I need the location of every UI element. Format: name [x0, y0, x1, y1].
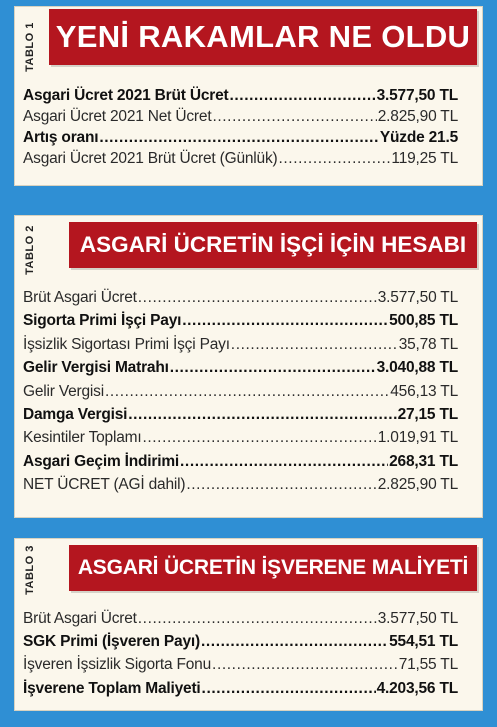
row-label: Asgari Geçim İndirimi	[23, 452, 180, 470]
dot-leader	[231, 333, 398, 356]
table-row	[23, 450, 458, 473]
dot-leader	[201, 630, 388, 653]
dot-leader	[186, 473, 376, 496]
row-value: Yüzde 21.5	[379, 129, 458, 146]
table-row	[23, 356, 458, 379]
table-row	[23, 106, 458, 127]
row-value: 27,15 TL	[397, 406, 458, 424]
row-label: Brüt Asgari Ücret	[23, 610, 137, 627]
row-label: Kesintiler Toplamı	[23, 429, 142, 447]
table-3-panel	[14, 538, 483, 711]
row-label: NET ÜCRET (AGİ dahil)	[23, 476, 186, 494]
table-row	[23, 630, 458, 653]
table-row	[23, 426, 458, 449]
table-1-title	[49, 9, 477, 65]
table-row	[23, 127, 458, 148]
dot-leader	[212, 106, 376, 127]
table-row	[23, 653, 458, 676]
row-label: Gelir Vergisi	[23, 382, 104, 400]
row-value: 35,78 TL	[398, 335, 458, 353]
table-row	[23, 403, 458, 426]
dot-leader	[138, 607, 377, 630]
row-label: Asgari Ücret 2021 Net Ücret	[23, 108, 212, 125]
row-value: 3.577,50 TL	[376, 87, 458, 104]
row-label: SGK Primi (İşveren Payı)	[23, 633, 200, 651]
dot-leader	[105, 380, 389, 403]
dot-leader	[99, 127, 379, 148]
row-value: 3.040,88 TL	[376, 359, 458, 377]
table-2-rows	[23, 286, 458, 497]
table-3-tag-label: TABLO 3	[24, 545, 36, 595]
table-1-panel	[14, 6, 483, 186]
row-value: 3.577,50 TL	[377, 289, 458, 306]
row-value: 2.825,90 TL	[377, 476, 458, 494]
table-3-rows	[23, 607, 458, 700]
row-label: Artış oranı	[23, 129, 99, 146]
table-row	[23, 309, 458, 332]
row-value: 71,55 TL	[398, 656, 458, 674]
row-label: Asgari Ücret 2021 Brüt Ücret	[23, 87, 229, 104]
dot-leader	[138, 286, 377, 309]
table-3-tag	[15, 539, 45, 601]
table-row	[23, 380, 458, 403]
table-row	[23, 148, 458, 169]
row-label: Sigorta Primi İşçi Payı	[23, 312, 182, 330]
dot-leader	[202, 677, 376, 700]
table-row	[23, 286, 458, 309]
row-value: 119,25 TL	[391, 150, 458, 167]
row-value: 554,51 TL	[389, 633, 458, 651]
table-1-tag-label: TABLO 1	[24, 22, 36, 72]
table-1-title-text: YENİ RAKAMLAR NE OLDU	[55, 19, 471, 54]
table-row	[23, 333, 458, 356]
table-2-panel	[14, 215, 483, 518]
row-label: İşverene Toplam Maliyeti	[23, 679, 201, 697]
table-2-tag	[15, 216, 45, 284]
table-2-title	[69, 222, 477, 268]
dot-leader	[278, 148, 390, 169]
table-2-tag-label: TABLO 2	[24, 225, 36, 275]
dot-leader	[182, 309, 388, 332]
row-value: 268,31 TL	[389, 452, 458, 470]
row-value: 2.825,90 TL	[377, 108, 458, 125]
row-label: İşsizlik Sigortası Primi İşçi Payı	[23, 335, 230, 353]
row-value: 500,85 TL	[389, 312, 458, 330]
row-value: 1.019,91 TL	[377, 429, 458, 447]
dot-leader	[128, 403, 396, 426]
dot-leader	[180, 450, 388, 473]
dot-leader	[229, 85, 375, 106]
table-row	[23, 473, 458, 496]
table-3-title-text: ASGARİ ÜCRETİN İŞVERENE MALİYETİ	[77, 556, 469, 579]
row-label: Brüt Asgari Ücret	[23, 289, 137, 306]
dot-leader	[212, 653, 398, 676]
table-1-rows	[23, 85, 458, 169]
row-value: 3.577,50 TL	[377, 610, 458, 627]
table-3-title	[69, 545, 477, 591]
table-2-title-text: ASGARİ ÜCRETİN İŞÇİ İÇİN HESABI	[79, 232, 467, 257]
dot-leader	[170, 356, 376, 379]
table-row	[23, 677, 458, 700]
row-value: 4.203,56 TL	[376, 679, 458, 697]
row-label: İşveren İşsizlik Sigorta Fonu	[23, 656, 212, 674]
row-label: Gelir Vergisi Matrahı	[23, 359, 169, 377]
table-row	[23, 607, 458, 630]
row-value: 456,13 TL	[390, 382, 458, 400]
row-label: Asgari Ücret 2021 Brüt Ücret (Günlük)	[23, 150, 278, 167]
table-row	[23, 85, 458, 106]
row-label: Damga Vergisi	[23, 406, 128, 424]
dot-leader	[142, 426, 376, 449]
table-1-tag	[15, 7, 45, 87]
